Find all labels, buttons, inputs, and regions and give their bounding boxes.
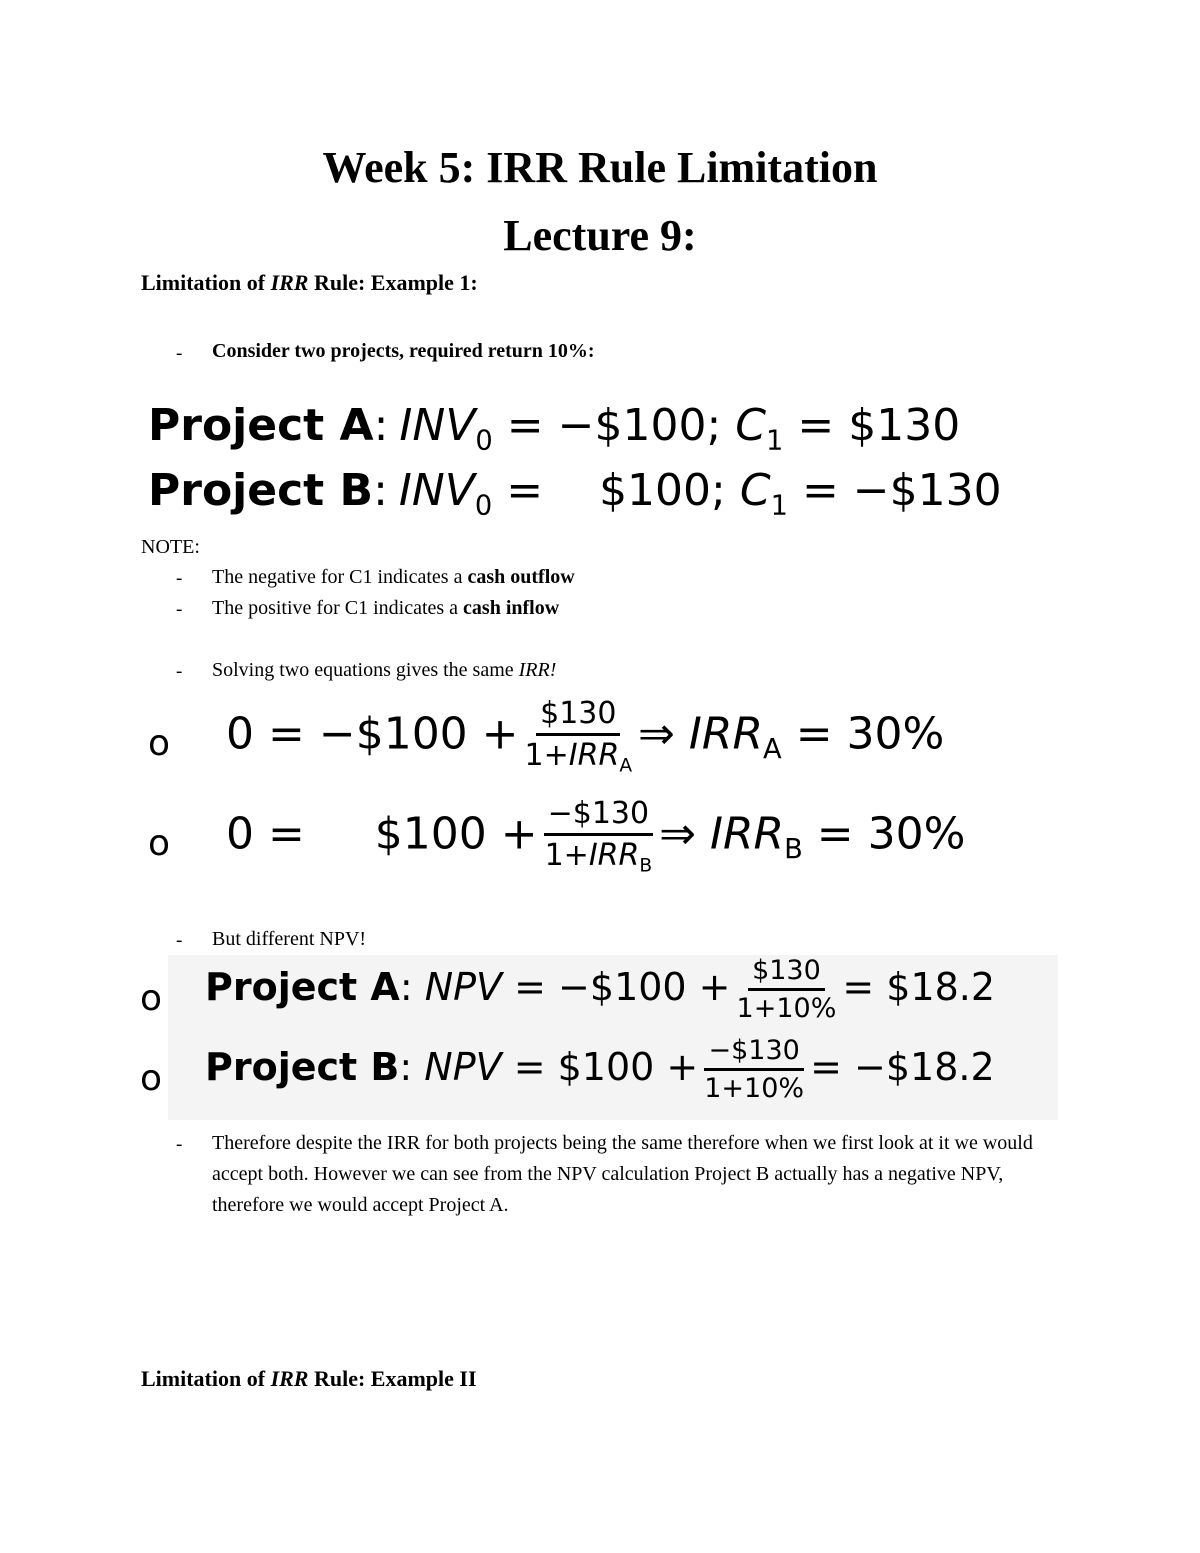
note-bold: cash outflow [467, 566, 575, 588]
result-value: = 30% [781, 708, 945, 760]
note-text: The positive for C1 indicates a [212, 597, 464, 619]
project-label: Project B [148, 465, 374, 516]
inv-symbol: INV [399, 400, 476, 451]
note-item [212, 597, 559, 620]
denominator: 1+10% [736, 993, 837, 1024]
note-bold: cash inflow [463, 597, 560, 619]
project-label: Project A [148, 400, 374, 451]
inv-subscript: 0 [474, 490, 493, 522]
heading-emphasis: IRR [270, 270, 309, 295]
npv-symbol: NPV [424, 1045, 502, 1089]
page-subtitle: Lecture 9: [503, 211, 697, 260]
irr-equation-a [226, 696, 944, 777]
result-symbol: IRR [688, 708, 764, 760]
note-label: NOTE: [141, 536, 200, 558]
irr-bullet [212, 659, 556, 682]
circle-bullet: o [140, 978, 163, 1019]
colon: : [373, 400, 389, 451]
bullet-dash: - [176, 930, 183, 951]
project-b-line [148, 465, 1002, 522]
project-label: Project A [205, 965, 400, 1009]
fraction [544, 796, 653, 877]
bullet-dash: - [176, 661, 183, 682]
circle-bullet: o [140, 1058, 163, 1099]
note-item [212, 566, 575, 589]
bullet-dash: - [176, 343, 183, 364]
den-prefix: 1+ [524, 738, 569, 773]
irr-bullet-emphasis: IRR! [518, 659, 557, 681]
project-label: Project B [205, 1045, 400, 1089]
circle-bullet: o [148, 823, 171, 864]
colon: : [373, 465, 388, 516]
result-symbol: IRR [709, 808, 785, 860]
circle-bullet: o [148, 723, 171, 764]
result-value: = 30% [802, 808, 966, 860]
denominator [545, 836, 653, 877]
implies-arrow: ⇒ [659, 808, 696, 860]
heading-emphasis: IRR [270, 1366, 309, 1391]
equation-result: = −$18.2 [810, 1045, 995, 1089]
consider-bullet: Consider two projects, required return 10%: [212, 340, 595, 362]
heading-text: Rule: Example II [308, 1366, 477, 1391]
inv-subscript: 0 [475, 425, 493, 457]
den-symbol: IRR [568, 738, 620, 773]
implies-arrow: ⇒ [638, 708, 675, 760]
numerator: −$130 [704, 1035, 803, 1071]
equation-end: = $130 [783, 400, 961, 451]
result-subscript: A [763, 733, 782, 765]
c-symbol: C [735, 400, 767, 451]
irr-bullet-text: Solving two equations gives the same [212, 659, 519, 681]
c-subscript: 1 [766, 425, 784, 457]
equation-result: = $18.2 [842, 965, 996, 1009]
den-subscript: A [619, 755, 633, 777]
numerator: −$130 [544, 796, 653, 836]
c-symbol: C [739, 465, 771, 516]
project-a-line [148, 400, 960, 457]
bullet-dash: - [176, 1134, 183, 1155]
npv-symbol: NPV [424, 965, 503, 1009]
numerator: $130 [536, 696, 620, 736]
colon: : [399, 1045, 425, 1089]
colon: : [399, 965, 425, 1009]
equation-lhs: 0 = $100 + [226, 808, 538, 860]
npv-equation-a [205, 955, 995, 1024]
fraction [525, 696, 633, 777]
heading-text: Limitation of [141, 270, 271, 295]
den-prefix: 1+ [544, 838, 589, 873]
den-subscript: B [639, 855, 653, 877]
equation-middle: = −$100; [492, 400, 736, 451]
page-title: Week 5: IRR Rule Limitation [322, 143, 878, 192]
heading-text: Limitation of [141, 1366, 271, 1391]
numerator: $130 [748, 955, 825, 991]
equation-middle: = $100; [492, 465, 740, 516]
npv-equation-b [205, 1035, 995, 1104]
denominator [525, 736, 633, 777]
equation-lhs: = $100 + [501, 1045, 699, 1089]
bullet-dash: - [176, 599, 183, 620]
inv-symbol: INV [398, 465, 475, 516]
result-subscript: B [784, 833, 803, 865]
den-symbol: IRR [588, 838, 640, 873]
equation-lhs: = −$100 + [502, 965, 731, 1009]
fraction [737, 955, 837, 1024]
c-subscript: 1 [770, 490, 788, 522]
example1-heading [141, 270, 478, 296]
fraction [704, 1035, 804, 1104]
equation-lhs: 0 = −$100 + [226, 708, 519, 760]
note-text: The negative for C1 indicates a [212, 566, 468, 588]
conclusion-paragraph: Therefore despite the IRR for both projects being the same therefore when we first look at it we would accept both. However we can see from the NPV calculation Project B actually has a negative NPV, therefore we would accept Project A. [212, 1132, 1033, 1216]
denominator: 1+10% [704, 1073, 805, 1104]
irr-equation-b [226, 796, 965, 877]
equation-end: = −$130 [787, 465, 1002, 516]
bullet-dash: - [176, 568, 183, 589]
npv-bullet: But different NPV! [212, 928, 367, 950]
heading-text: Rule: Example 1: [308, 270, 478, 295]
example2-heading [141, 1366, 477, 1392]
